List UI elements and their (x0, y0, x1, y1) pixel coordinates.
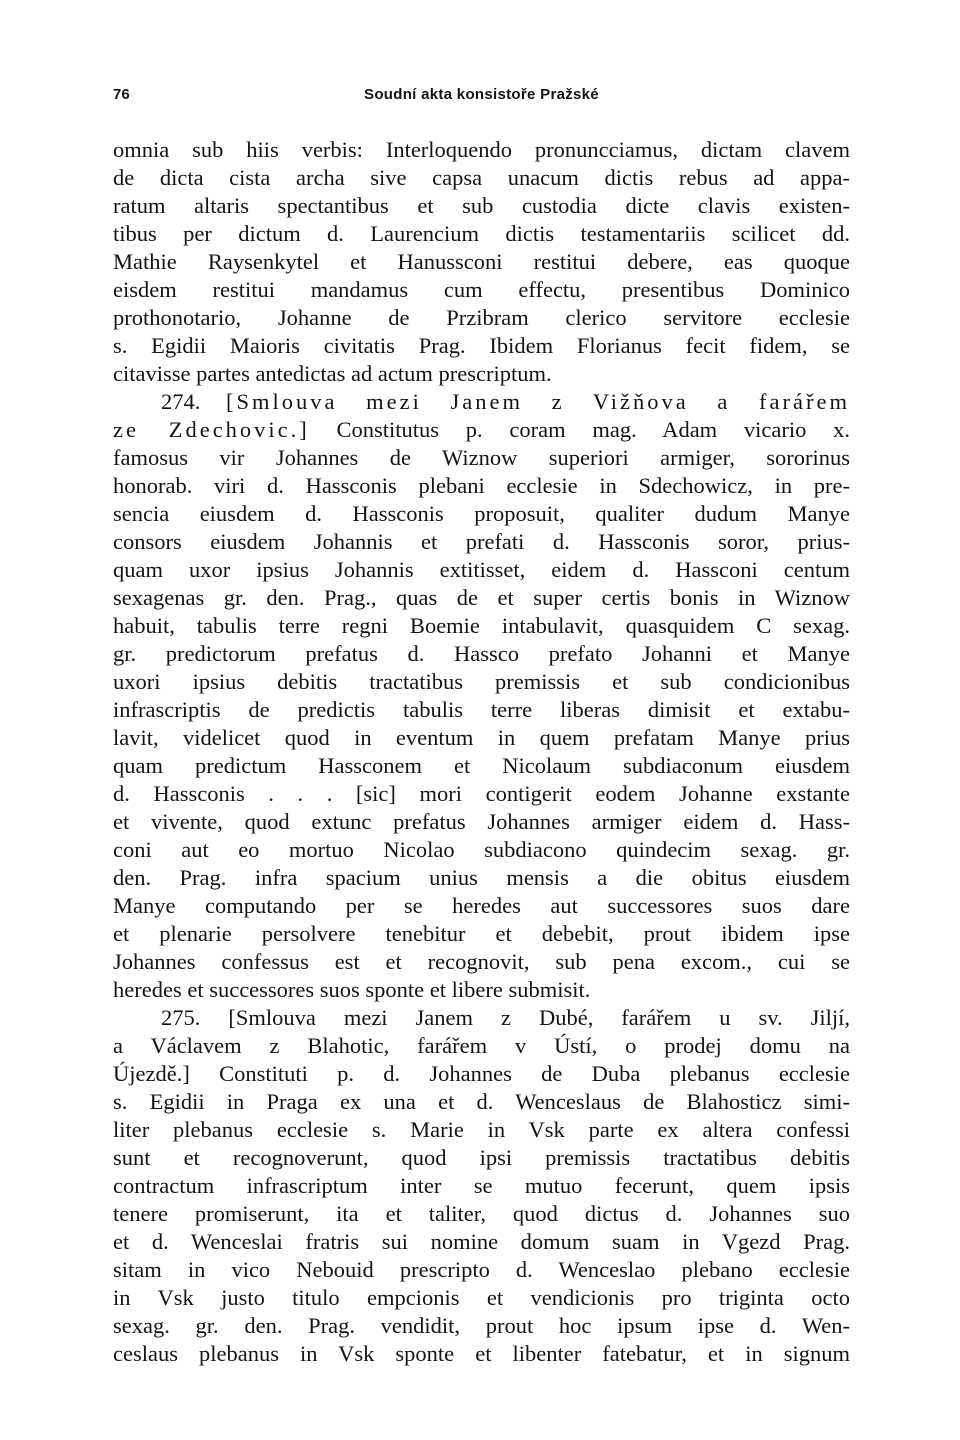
text-line: habuit, tabulis terre regni Boemie intabulavit, quasquidem C sexag. (113, 613, 850, 638)
text-line: eisdem restitui mandamus cum effectu, presentibus Dominico (113, 277, 850, 302)
text-line: sitam in vico Nebouid prescripto d. Wenceslao plebano ecclesie (113, 1257, 850, 1282)
text-line: s. Egidii in Praga ex una et d. Wenceslaus de Blahosticz simi- (113, 1089, 850, 1114)
text-line: famosus vir Johannes de Wiznow superiori armiger, sororinus (113, 445, 850, 470)
text-line: lavit, videlicet quod in eventum in quem prefatam Manye prius (113, 725, 850, 750)
text-line: uxori ipsius debitis tractatibus premissis et sub condicionibus (113, 669, 850, 694)
text-line: et vivente, quod extunc prefatus Johannes armiger eidem d. Hass- (113, 809, 850, 834)
entry-text: Constitutus p. coram mag. Adam vicario x. (336, 417, 850, 442)
text-line: de dicta cista archa sive capsa unacum dictis rebus ad appa- (113, 165, 850, 190)
entry-heading: [Smlouva mezi Janem z Dubé, farářem u sv. Jiljí, (228, 1005, 850, 1030)
running-title: Soudní akta konsistoře Pražské (364, 86, 599, 103)
text-line: honorab. viri d. Hassconis plebani ecclesie in Sdechowicz, in pre- (113, 473, 850, 498)
text-line: sencia eiusdem d. Hassconis proposuit, qualiter dudum Manye (113, 501, 850, 526)
text-line: sexagenas gr. den. Prag., quas de et super certis bonis in Wiznow (113, 585, 850, 610)
entry-text: Constituti p. d. Johannes de Duba plebanus ecclesie (219, 1061, 850, 1086)
text-line: prothonotario, Johanne de Przibram clerico servitore ecclesie (113, 305, 850, 330)
text-line: tenere promiserunt, ita et taliter, quod dictus d. Johannes suo (113, 1201, 850, 1226)
text-line: contractum infrascriptum inter se mutuo fecerunt, quem ipsis (113, 1173, 850, 1198)
entry-heading: [Smlouva mezi Janem z Vižňova a farářem (226, 389, 850, 414)
entry-heading-line (113, 1032, 850, 1060)
text-line: den. Prag. infra spacium unius mensis a die obitus eiusdem (113, 865, 850, 890)
text-line: et d. Wenceslai fratris sui nomine domum suam in Vgezd Prag. (113, 1229, 850, 1254)
text-line: in Vsk justo titulo empcionis et vendicionis pro triginta octo (113, 1285, 850, 1310)
text-line: Mathie Raysenkytel et Hanussconi restitui debere, eas quoque (113, 249, 850, 274)
entry-number: 274. (161, 389, 201, 414)
text-line: d. Hassconis . . . [sic] mori contigerit eodem Johanne exstante (113, 781, 850, 806)
text-body (113, 136, 850, 1368)
text-line: infrascriptis de predictis tabulis terre liberas dimisit et extabu- (113, 697, 850, 722)
entry-heading-line (113, 1004, 850, 1032)
text-line: Johannes confessus est et recognovit, sub pena excom., cui se (113, 949, 850, 974)
text-line: omnia sub hiis verbis: Interloquendo pronuncciamus, dictam clavem (113, 137, 850, 162)
text-line: s. Egidii Maioris civitatis Prag. Ibidem Florianus fecit fidem, se (113, 333, 850, 358)
text-line: tibus per dictum d. Laurencium dictis testamentariis scilicet dd. (113, 221, 850, 246)
text-line: ceslaus plebanus in Vsk sponte et libenter fatebatur, et in signum (113, 1341, 850, 1366)
entry-heading-line (113, 416, 850, 444)
entry-heading-line (113, 388, 850, 416)
entry-274 (113, 388, 850, 1004)
entry-heading: ze Zdechovic.] (113, 417, 310, 442)
text-line: et plenarie persolvere tenebitur et debebit, prout ibidem ipse (113, 921, 850, 946)
text-line: Manye computando per se heredes aut successores suos dare (113, 893, 850, 918)
text-line: quam uxor ipsius Johannis extitisset, eidem d. Hassconi centum (113, 557, 850, 582)
intro-paragraph (113, 136, 850, 388)
text-line: ratum altaris spectantibus et sub custodia dicte clavis existen- (113, 193, 850, 218)
text-line: sexag. gr. den. Prag. vendidit, prout hoc ipsum ipse d. Wen- (113, 1313, 850, 1338)
text-line: heredes et successores suos sponte et libere submisit. (113, 977, 591, 1002)
text-line: consors eiusdem Johannis et prefati d. Hassconis soror, prius- (113, 529, 850, 554)
text-line: coni aut eo mortuo Nicolao subdiacono quindecim sexag. gr. (113, 837, 850, 862)
entry-heading: a Václavem z Blahotic, farářem v Ústí, o prodej domu na (113, 1033, 850, 1058)
running-head (113, 86, 850, 110)
text-line: liter plebanus ecclesie s. Marie in Vsk parte ex altera confessi (113, 1117, 850, 1142)
text-line: sunt et recognoverunt, quod ipsi premissis tractatibus debitis (113, 1145, 850, 1170)
text-line: gr. predictorum prefatus d. Hassco prefato Johanni et Manye (113, 641, 850, 666)
entry-number: 275. (161, 1005, 201, 1030)
entry-heading-line (113, 1060, 850, 1088)
entry-heading: Újezdě.] (113, 1061, 190, 1086)
text-line: citavisse partes antedictas ad actum prescriptum. (113, 361, 552, 386)
page-number: 76 (113, 86, 130, 103)
entry-275 (113, 1004, 850, 1368)
text-line: quam predictum Hassconem et Nicolaum subdiaconum eiusdem (113, 753, 850, 778)
